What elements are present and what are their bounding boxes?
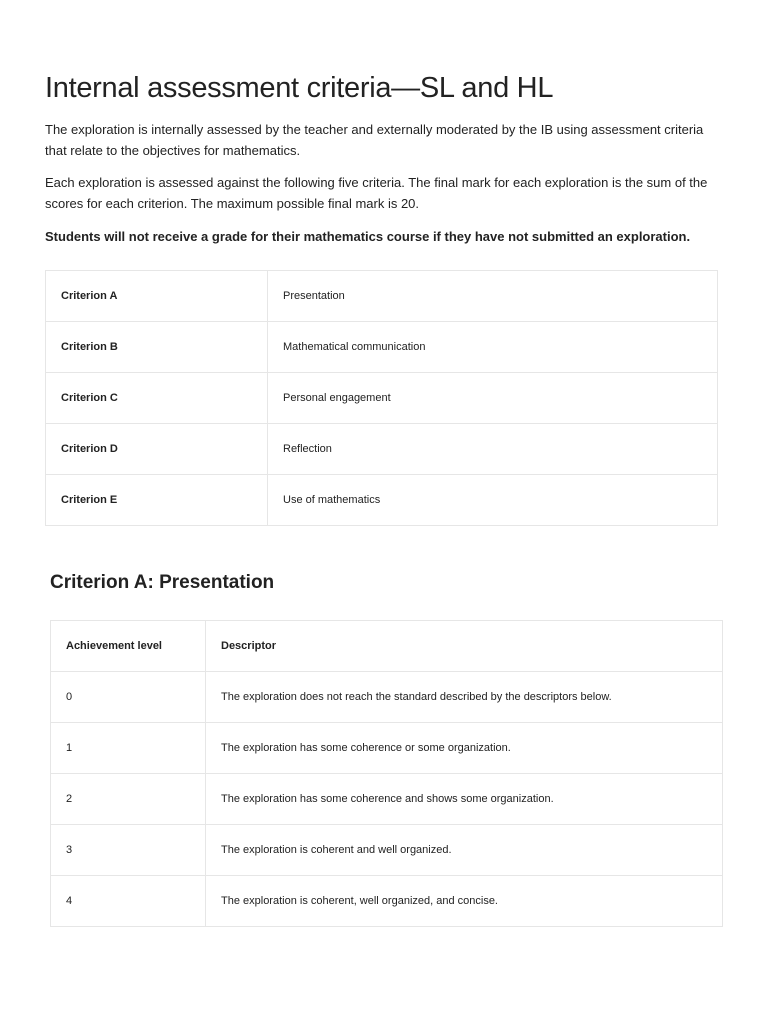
criterion-name: Mathematical communication [268,322,718,373]
achievement-level: 4 [51,876,206,927]
table-row [51,723,723,774]
criterion-name: Reflection [268,424,718,475]
achievement-level: 3 [51,825,206,876]
achievement-level: 0 [51,672,206,723]
criterion-name: Personal engagement [268,373,718,424]
column-header-level: Achievement level [51,621,206,672]
table-row [46,475,718,526]
achievement-level: 2 [51,774,206,825]
intro-paragraph: The exploration is internally assessed by the teacher and externally moderated by the IB using assessment criteria that relate to the objectives for mathematics. [45,122,704,158]
level-descriptor: The exploration has some coherence and shows some organization. [206,774,723,825]
table-row [51,672,723,723]
criteria-paragraph: Each exploration is assessed against the following five criteria. The final mark for each exploration is the sum of the scores for each criterion. The maximum possible final mark is 20. [45,175,708,211]
achievement-levels-table [50,620,723,927]
requirement-paragraph: Students will not receive a grade for their mathematics course if they have not submitted an exploration. [45,229,691,244]
criterion-label: Criterion A [46,271,268,322]
criterion-label: Criterion E [46,475,268,526]
table-row [51,774,723,825]
criterion-label: Criterion B [46,322,268,373]
page-title: Internal assessment criteria—SL and HL [45,72,554,104]
table-row [46,271,718,322]
level-descriptor: The exploration is coherent, well organized, and concise. [206,876,723,927]
column-header-descriptor: Descriptor [206,621,723,672]
level-descriptor: The exploration is coherent and well organized. [206,825,723,876]
table-header-row [51,621,723,672]
table-row [51,825,723,876]
level-descriptor: The exploration has some coherence or some organization. [206,723,723,774]
section-title: Criterion A: Presentation [50,572,275,593]
level-descriptor: The exploration does not reach the standard described by the descriptors below. [206,672,723,723]
table-row [46,424,718,475]
table-row [46,373,718,424]
criterion-name: Use of mathematics [268,475,718,526]
criterion-name: Presentation [268,271,718,322]
criterion-label: Criterion C [46,373,268,424]
table-row [46,322,718,373]
table-row [51,876,723,927]
criterion-label: Criterion D [46,424,268,475]
criteria-table [45,270,718,526]
achievement-level: 1 [51,723,206,774]
